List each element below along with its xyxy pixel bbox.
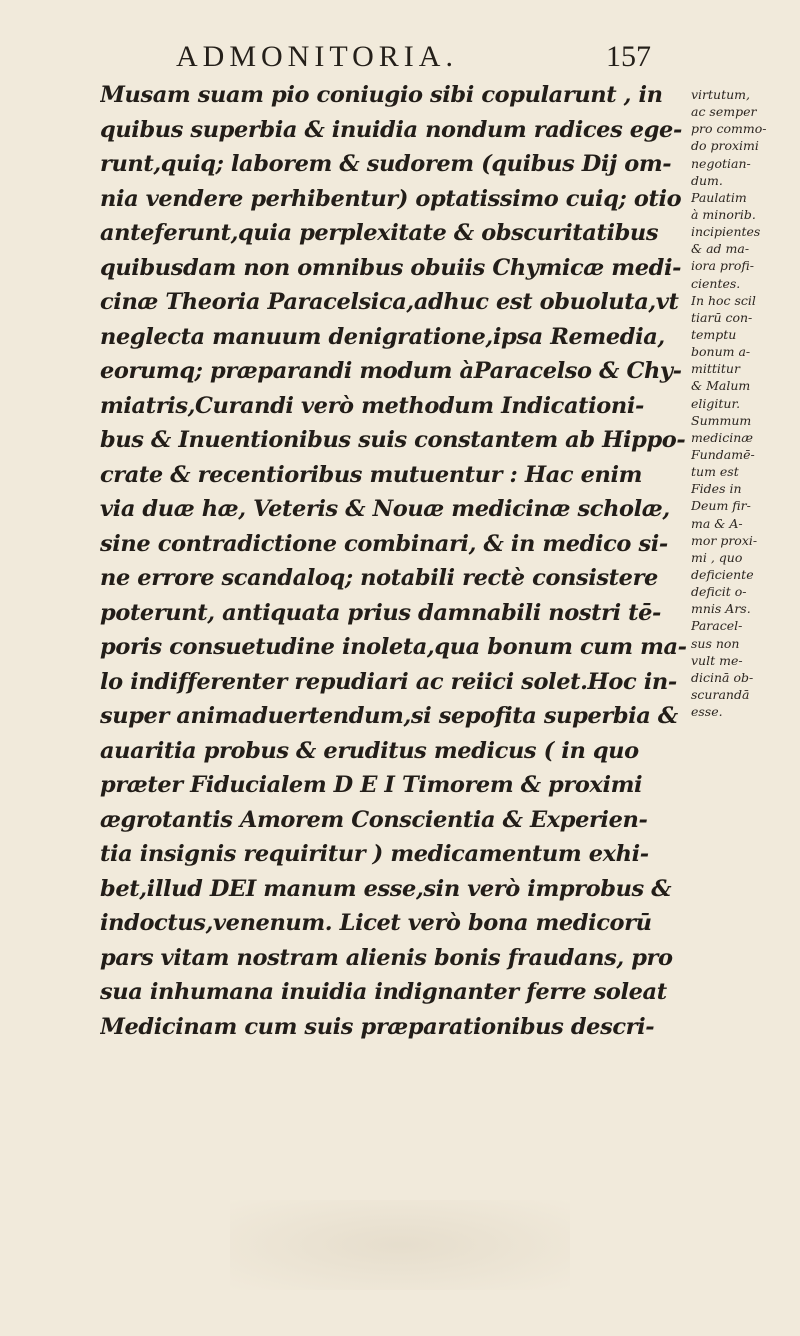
margin-note-line: mor proxi-	[691, 532, 758, 548]
margin-note-line: esse.	[691, 704, 723, 720]
margin-note-line: Fides in	[691, 481, 742, 497]
text-line: nia vendere perhibentur) optatissimo cuiq; otio	[100, 185, 682, 212]
text-line: pars vitam nostram alienis bonis fraudans, pro	[100, 944, 673, 971]
text-line: Medicinam cum suis præparationibus descri-	[100, 1013, 655, 1040]
text-line: crate & recentioribus mutuentur : Hac enim	[100, 461, 643, 488]
text-line: sua inhumana inuidia indignanter ferre soleat	[100, 979, 667, 1005]
margin-note-line: virtutum,	[691, 87, 751, 102]
margin-note-line: incipientes	[691, 224, 761, 240]
text-line: quibus superbia & inuidia nondum radices ege-	[100, 116, 682, 143]
margin-note-line: pro commo-	[691, 121, 767, 137]
page-number: 157	[606, 40, 651, 73]
margin-note-line: mi , quo	[691, 549, 743, 565]
text-line: poterunt, antiquata prius damnabili nostri tē-	[100, 599, 661, 626]
margin-note-line: Fundamē-	[691, 446, 755, 462]
text-line: poris consuetudine inoleta,qua bonum cum ma-	[100, 634, 687, 660]
text-line: cinæ Theoria Paracelsica,adhuc est obuoluta,vt	[100, 289, 679, 315]
margin-note-line: mnis Ars.	[691, 601, 751, 617]
margin-note-line: dicinā ob-	[691, 669, 754, 685]
main-text-block	[100, 78, 688, 1044]
text-line: tia insignis requiritur ) medicamentum exhi-	[100, 841, 649, 867]
text-line: ne errore scandaloq; notabili rectè consistere	[100, 565, 658, 591]
running-title: ADMONITORIA.	[176, 40, 458, 73]
margin-note-line: temptu	[691, 326, 737, 342]
margin-note-line: Paracel-	[691, 618, 743, 634]
margin-note-line: sus non	[691, 635, 740, 651]
margin-note-line: ac semper	[691, 104, 757, 120]
margin-note-line: vult me-	[691, 652, 743, 668]
margin-note-line: eligitur.	[691, 395, 741, 411]
text-line: præter Fiducialem D E I Timorem & proximi	[100, 772, 643, 798]
text-line: anteferunt,quia perplexitate & obscuritatibus	[100, 220, 659, 246]
margin-note-line: medicinæ	[691, 429, 754, 445]
margin-notes	[691, 86, 799, 720]
margin-note-line: negotian-	[691, 155, 751, 171]
margin-note-line: cientes.	[691, 275, 741, 291]
margin-note-line: bonum a-	[691, 344, 751, 360]
text-line: auaritia probus & eruditus medicus ( in quo	[100, 737, 639, 764]
text-line: lo indifferenter repudiari ac reiici solet.Hoc in-	[100, 668, 677, 695]
text-line: via duæ hæ, Veteris & Nouæ medicinæ scholæ,	[100, 496, 670, 522]
text-line: indoctus,venenum. Licet verò bona medicorū	[100, 910, 652, 936]
margin-note-line: Paulatim	[691, 189, 747, 205]
margin-note-line: à minorib.	[691, 206, 756, 222]
margin-note-line: deficiente	[691, 566, 754, 582]
page-header	[0, 34, 800, 73]
margin-note-line: dum.	[691, 172, 723, 188]
text-line: neglecta manuum denigratione,ipsa Remedia,	[100, 323, 665, 350]
margin-note-line: Summum	[691, 412, 752, 428]
text-line: super animaduertendum,si sepofita superbia &	[100, 703, 678, 729]
text-line: Musam suam pio coniugio sibi copularunt , in	[100, 82, 663, 108]
margin-note-line: ma & A-	[691, 515, 743, 531]
text-line: bet,illud DEI manum esse,sin verò improbus &	[100, 875, 672, 902]
margin-note-line: scurandā	[691, 686, 750, 702]
text-line: bus & Inuentionibus suis constantem ab Hippo-	[100, 427, 686, 453]
margin-note-line: In hoc scil	[691, 292, 756, 308]
margin-note-line: tiarū con-	[691, 309, 753, 325]
text-line: ægrotantis Amorem Conscientia & Experien-	[100, 806, 648, 833]
margin-note-line: tum est	[691, 464, 739, 480]
margin-note-line: & ad ma-	[691, 241, 750, 257]
text-line: runt,quiq; laborem & sudorem (quibus Dij om-	[100, 151, 672, 177]
margin-note-line: Deum fir-	[691, 498, 751, 514]
text-line: eorumq; præparandi modum àParacelso & Chy-	[100, 358, 682, 384]
text-line: miatris,Curandi verò methodum Indicationi-	[100, 392, 644, 419]
text-line: sine contradictione combinari, & in medico si-	[100, 530, 668, 557]
margin-note-line: deficit o-	[691, 584, 747, 600]
margin-note-line: & Malum	[691, 378, 751, 394]
margin-note-line: iora profi-	[691, 258, 754, 274]
margin-note-line: do proximi	[691, 138, 759, 154]
paper-stain	[230, 1200, 570, 1290]
margin-note-line: mittitur	[691, 361, 740, 377]
text-line: quibusdam non omnibus obuiis Chymicæ medi-	[100, 254, 682, 281]
